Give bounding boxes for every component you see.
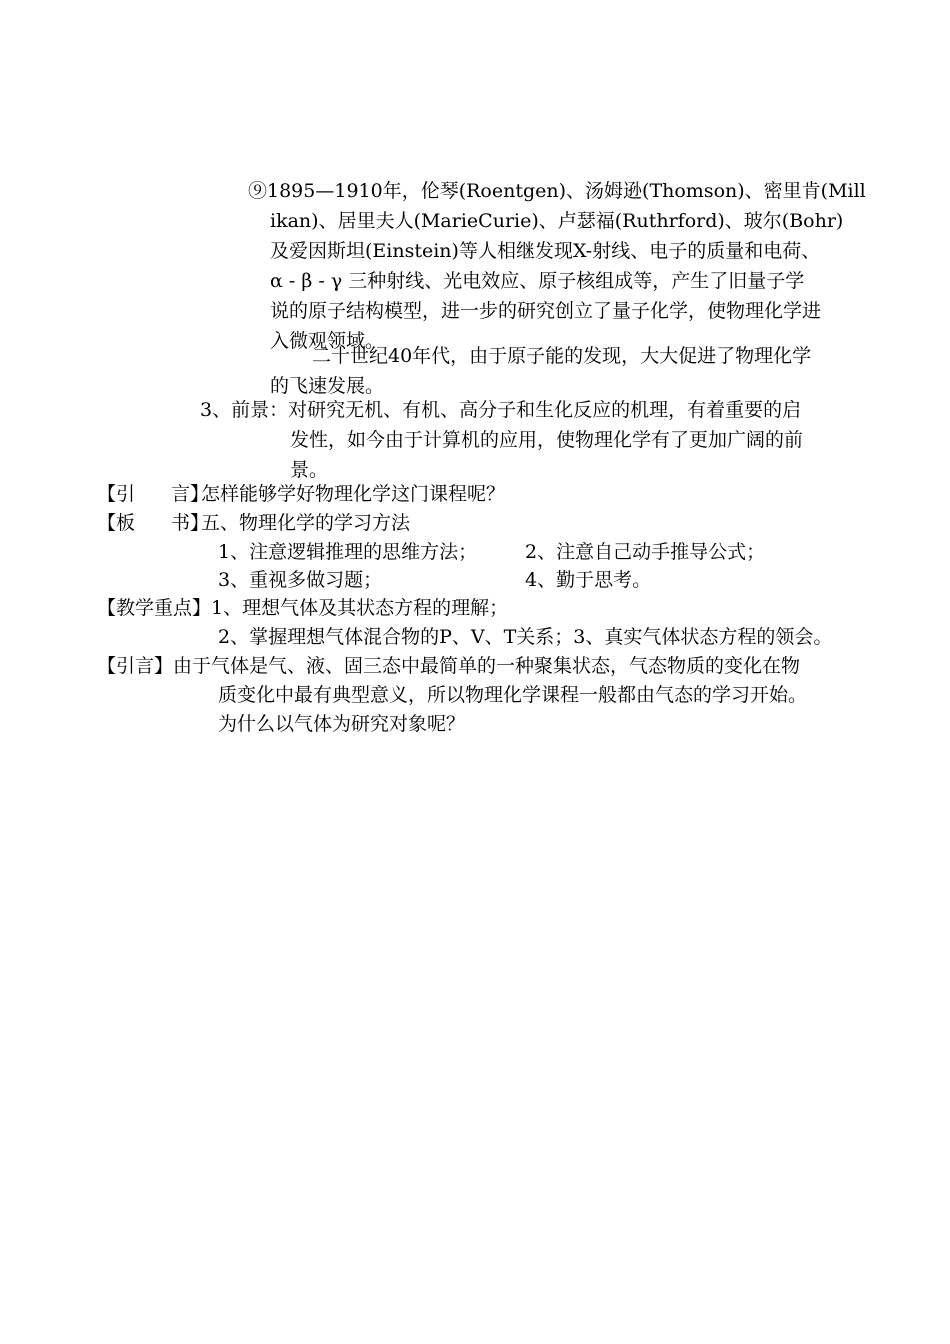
- intro-question-row: [97, 479, 887, 509]
- key-points-tag: 【教学重点】: [97, 597, 212, 619]
- key-point-line: 1、理想气体及其状态方程的理解；: [211, 597, 509, 619]
- intro2-line: 质变化中最有典型意义，所以物理化学课程一般都由气态的学习开始。: [218, 684, 808, 706]
- key-point-line: 2、掌握理想气体混合物的P、V、T关系；3、真实气体状态方程的领会。: [218, 626, 833, 648]
- intro2-line: 为什么以气体为研究对象呢？: [218, 713, 466, 735]
- history-item-9: [248, 176, 876, 356]
- board-row: [97, 508, 887, 538]
- future-paragraph: [200, 395, 880, 485]
- intro2-line: 由于气体是气、液、固三态中最简单的一种聚集状态，气态物质的变化在物: [173, 655, 801, 677]
- board-heading: 五、物理化学的学习方法: [201, 512, 411, 534]
- intro-tag: 【引 言】: [97, 483, 210, 505]
- history-item-9-line: 入微观领域。: [270, 330, 385, 352]
- history-item-9-line: ikan)、居里夫人(MarieCurie)、卢瑟福(Ruthrford)、玻尔(Bohr): [270, 210, 844, 232]
- method-item: 4、勤于思考。: [525, 569, 652, 591]
- intro2-tag: 【引言】: [97, 655, 174, 677]
- board-tag: 【板 书】: [97, 512, 210, 534]
- method-item: 3、重视多做习题；: [218, 569, 383, 591]
- history-item-9-line: 说的原子结构模型，进一步的研究创立了量子化学，使物理化学进: [270, 300, 822, 322]
- method-item: 2、注意自己动手推导公式；: [525, 541, 766, 563]
- method-item: 1、注意逻辑推理的思维方法；: [218, 541, 478, 563]
- key-points-row: [97, 593, 887, 623]
- forties-line: 的飞速发展。: [270, 375, 385, 397]
- intro2-row: [97, 651, 887, 681]
- future-line: 景。: [290, 459, 329, 481]
- future-line: 3、前景：对研究无机、有机、高分子和生化反应的机理，有着重要的启: [200, 399, 802, 421]
- history-item-9-line: α - β - γ 三种射线、光电效应、原子核组成等，产生了旧量子学: [270, 270, 805, 292]
- forties-paragraph: [270, 341, 870, 401]
- history-item-9-line: ⑨1895—1910年，伦琴(Roentgen)、汤姆逊(Thomson)、密里肯(Mill: [248, 180, 866, 202]
- forties-line: 二十世纪40年代，由于原子能的发现，大大促进了物理化学: [312, 345, 812, 367]
- intro-question-text: 怎样能够学好物理化学这门课程呢？: [201, 483, 506, 505]
- future-line: 发性，如今由于计算机的应用，使物理化学有了更加广阔的前: [290, 429, 804, 451]
- history-item-9-line: 及爱因斯坦(Einstein)等人相继发现X-射线、电子的质量和电荷、: [270, 240, 821, 262]
